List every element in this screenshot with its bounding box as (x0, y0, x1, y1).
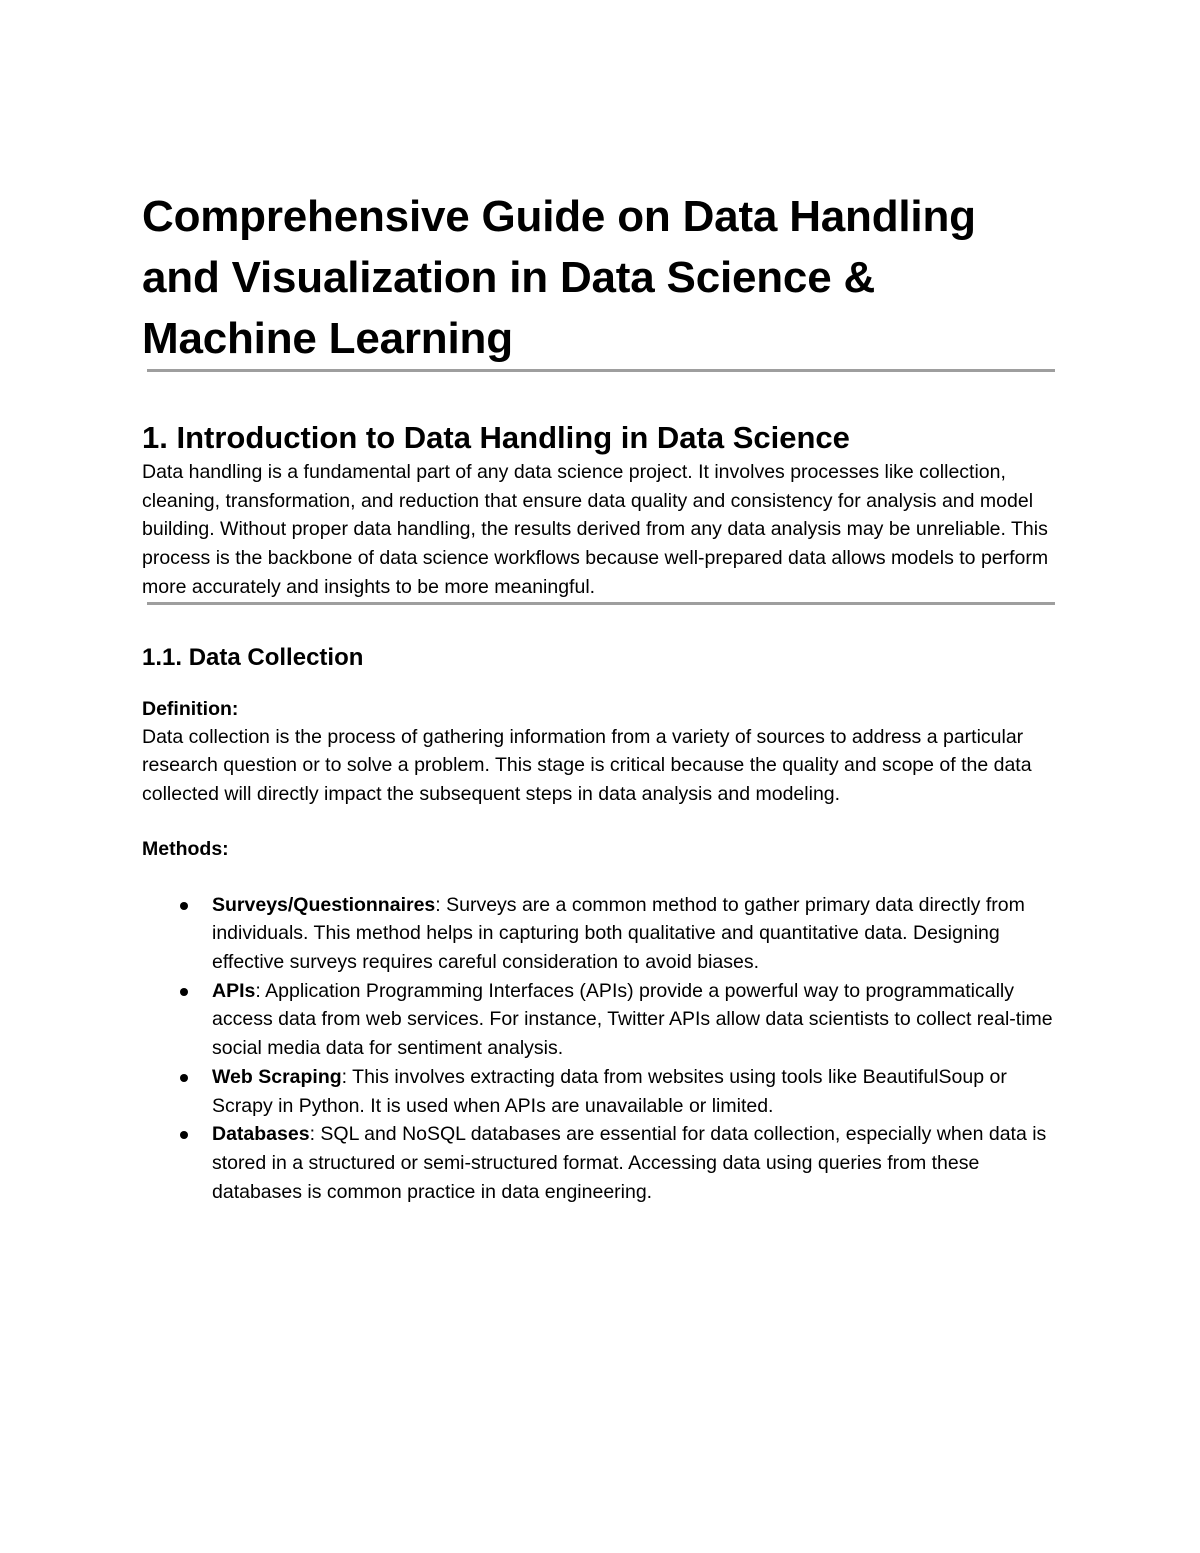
section-heading-introduction: 1. Introduction to Data Handling in Data Science (142, 420, 850, 455)
definition-label: Definition: (142, 697, 239, 720)
bullet-icon (180, 1131, 188, 1139)
method-description: : This involves extracting data from websites using tools like BeautifulSoup or Scrapy in Python. It is used when APIs are unavailable or limited. (212, 1065, 1007, 1117)
document-title: Comprehensive Guide on Data Handling and Visualization in Data Science & Machine Learning (142, 192, 976, 363)
method-term: APIs (212, 979, 256, 1002)
introduction-paragraph: Data handling is a fundamental part of any data science project. It involves processes like collection, cleaning, transformation, and reduction that ensure data quality and consistency for analysis and model building. Without proper data handling, the results derived from any data analysis may be unreliable. This process is the backbone of data science workflows because well-prepared data allows models to perform more accurately and insights to be more meaningful. (142, 461, 1049, 598)
method-description: : Application Programming Interfaces (APIs) provide a powerful way to programmatically access data from web services. For instance, Twitter APIs allow data scientists to collect real-time social media data for sentiment analysis. (212, 979, 1053, 1060)
list-item (142, 1120, 1057, 1206)
method-term: Databases (212, 1123, 310, 1146)
bullet-icon (180, 902, 188, 910)
list-item (142, 977, 1057, 1063)
method-description: : SQL and NoSQL databases are essential for data collection, especially when data is stored in a structured or semi-structured format. Accessing data using queries from these databases is common practice in data engineering. (212, 1123, 1047, 1203)
subsection-heading-data-collection: 1.1. Data Collection (142, 643, 364, 671)
method-term: Surveys/Questionnaires (212, 893, 436, 916)
method-description: : Surveys are a common method to gather primary data directly from individuals. This method helps in capturing both qualitative and quantitative data. Designing effective surveys requires careful consideration to avoid biases. (212, 893, 1025, 974)
definition-paragraph: Data collection is the process of gathering information from a variety of sources to address a particular research question or to solve a problem. This stage is critical because the quality and scope of the data collected will directly impact the subsequent steps in data analysis and modeling. (142, 725, 1032, 805)
bullet-icon (180, 988, 188, 996)
horizontal-divider (147, 602, 1055, 605)
methods-label: Methods: (142, 837, 229, 860)
list-item (142, 891, 1057, 977)
methods-list (142, 891, 1057, 1207)
document-content (142, 186, 1057, 1206)
bullet-icon (180, 1074, 188, 1082)
method-term: Web Scraping (212, 1065, 342, 1088)
horizontal-divider (147, 369, 1055, 372)
list-item (142, 1063, 1057, 1120)
